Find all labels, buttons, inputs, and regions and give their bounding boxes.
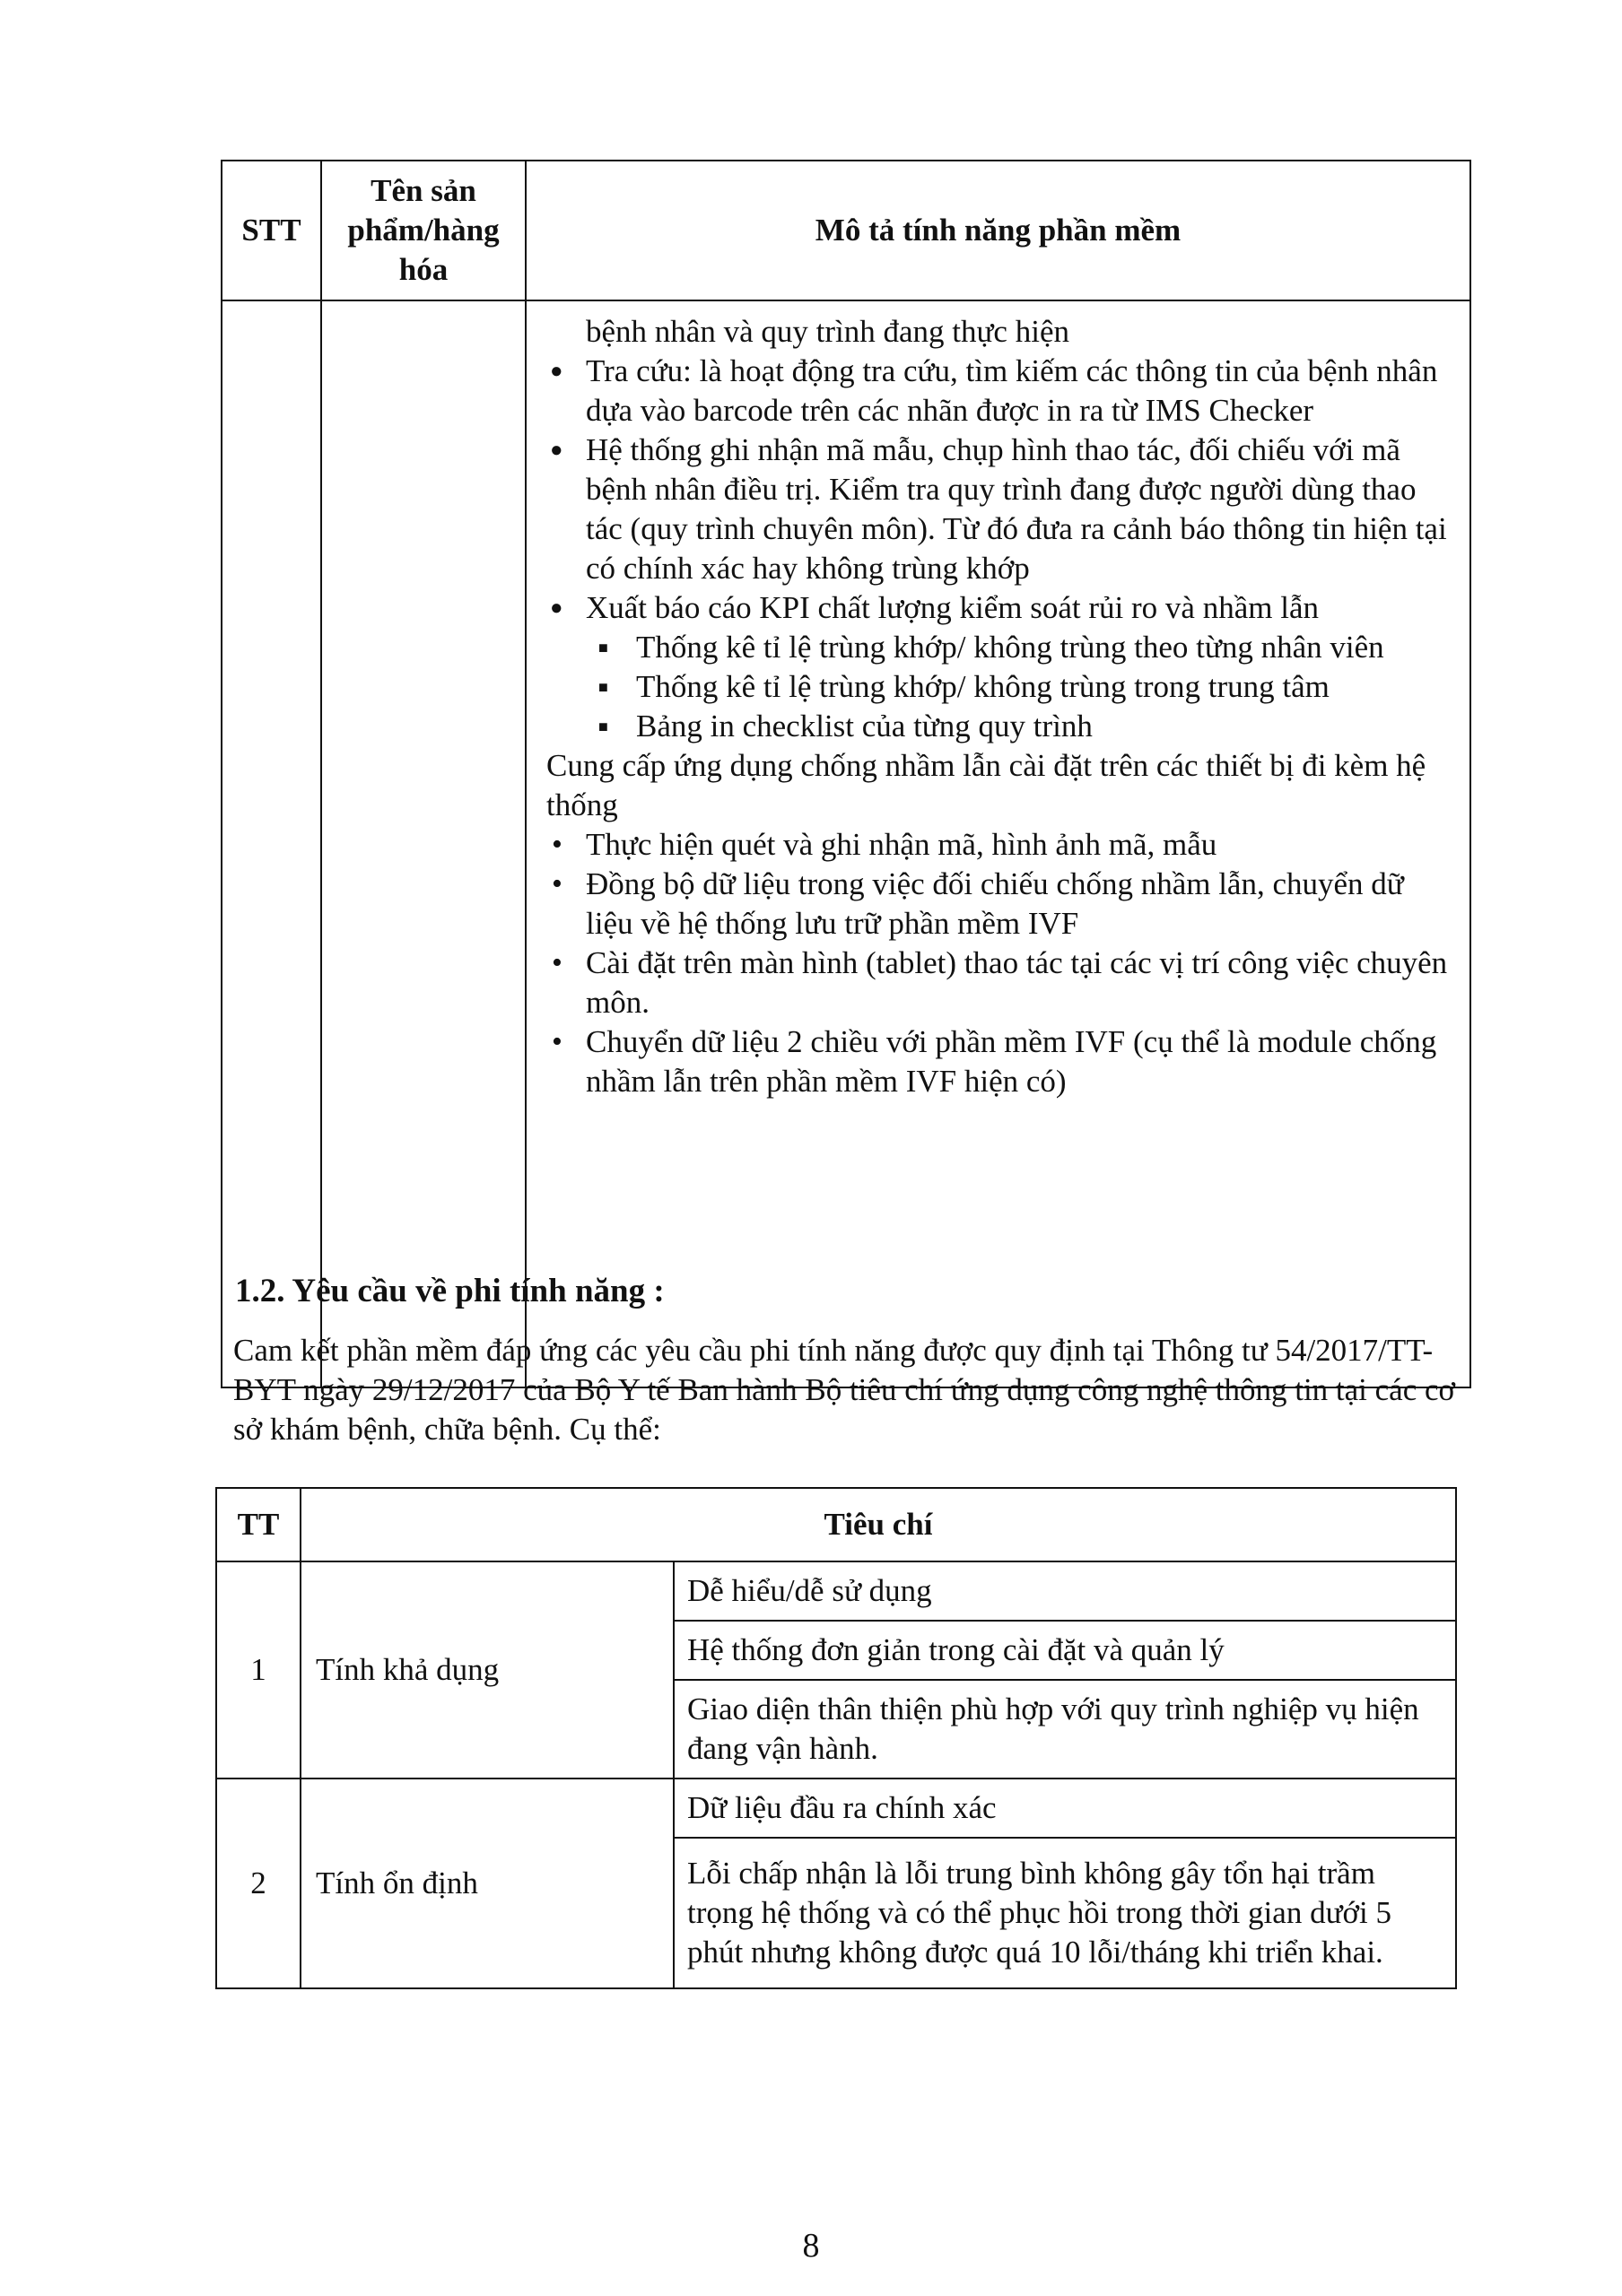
- criteria-table-header: [216, 1488, 1456, 1561]
- criterion-name: Tính ổn định: [301, 1779, 674, 1988]
- app-feature-list: [546, 825, 1452, 1101]
- row-number: 2: [216, 1779, 301, 1988]
- criterion-item: Giao diện thân thiện phù hợp với quy trình nghiệp vụ hiện đang vận hành.: [674, 1680, 1456, 1779]
- sub-list-item: ■ Thống kê tỉ lệ trùng khớp/ không trùng theo từng nhân viên: [546, 628, 1452, 667]
- features-table: [221, 160, 1471, 1388]
- list-item: • Thực hiện quét và ghi nhận mã, hình ảnh mã, mẫu: [546, 825, 1452, 865]
- criteria-table: [215, 1487, 1457, 1989]
- feature-list: [546, 352, 1452, 746]
- list-item: • Chuyển dữ liệu 2 chiều với phần mềm IVF (cụ thể là module chống nhầm lẫn trên phần mềm IVF hiện có): [546, 1022, 1452, 1101]
- row-number: 1: [216, 1561, 301, 1779]
- features-table-row: [222, 300, 1470, 1387]
- list-item: • Cài đặt trên màn hình (tablet) thao tác tại các vị trí công việc chuyên môn.: [546, 944, 1452, 1022]
- criterion-item: Lỗi chấp nhận là lỗi trung bình không gây tổn hại trầm trọng hệ thống và có thể phục hồi trong thời gian dưới 5 phút nhưng không được quá 10 lỗi/tháng khi triển khai.: [674, 1838, 1456, 1988]
- description-cell: [526, 300, 1470, 1387]
- header-description: Mô tả tính năng phần mềm: [526, 161, 1470, 300]
- list-item: • Đồng bộ dữ liệu trong việc đối chiếu chống nhầm lẫn, chuyển dữ liệu về hệ thống lưu trữ phần mềm IVF: [546, 865, 1452, 944]
- product-cell: [321, 300, 526, 1387]
- criterion-item: Dữ liệu đầu ra chính xác: [674, 1779, 1456, 1838]
- continuation-text: bệnh nhân và quy trình đang thực hiện: [586, 314, 1069, 349]
- features-table-header: [222, 161, 1470, 300]
- list-item: ● Tra cứu: là hoạt động tra cứu, tìm kiếm các thông tin của bệnh nhân dựa vào barcode trên các nhãn được in ra từ IMS Checker: [546, 352, 1452, 430]
- criterion-name: Tính khả dụng: [301, 1561, 674, 1779]
- sub-list-item: ■ Thống kê tỉ lệ trùng khớp/ không trùng trong trung tâm: [546, 667, 1452, 707]
- table-row: [216, 1779, 1456, 1838]
- header-stt: STT: [222, 161, 321, 300]
- sub-list-item: ■ Bảng in checklist của từng quy trình: [546, 707, 1452, 746]
- stt-cell: [222, 300, 321, 1387]
- app-intro: Cung cấp ứng dụng chống nhầm lẫn cài đặt trên các thiết bị đi kèm hệ thống: [546, 748, 1426, 822]
- page-number: 8: [802, 2227, 820, 2265]
- header-product: Tên sản phẩm/hàng hóa: [321, 161, 526, 300]
- section-paragraph: Cam kết phần mềm đáp ứng các yêu cầu phi tính năng được quy định tại Thông tư 54/2017/TT-BYT ngày 29/12/2017 của Bộ Y tế Ban hành Bộ tiêu chí ứng dụng công nghệ thông tin tại các cơ sở khám bệnh, chữa bệnh. Cụ thể:: [233, 1333, 1456, 1447]
- list-item: ● Xuất báo cáo KPI chất lượng kiểm soát rủi ro và nhầm lẫn: [546, 588, 1452, 628]
- table-row: [216, 1561, 1456, 1621]
- criterion-item: Dễ hiểu/dễ sử dụng: [674, 1561, 1456, 1621]
- list-item: ● Hệ thống ghi nhận mã mẫu, chụp hình thao tác, đối chiếu với mã bệnh nhân điều trị. Kiểm tra quy trình đang được người dùng thao tác (quy trình chuyên môn). Từ đó đưa ra cảnh báo thông tin hiện tại có chính xác hay không trùng khớp: [546, 430, 1452, 588]
- section-heading: 1.2. Yêu cầu về phi tính năng :: [235, 1273, 665, 1309]
- criterion-item: Hệ thống đơn giản trong cài đặt và quản lý: [674, 1621, 1456, 1680]
- header-criteria: Tiêu chí: [301, 1488, 1456, 1561]
- header-tt: TT: [216, 1488, 301, 1561]
